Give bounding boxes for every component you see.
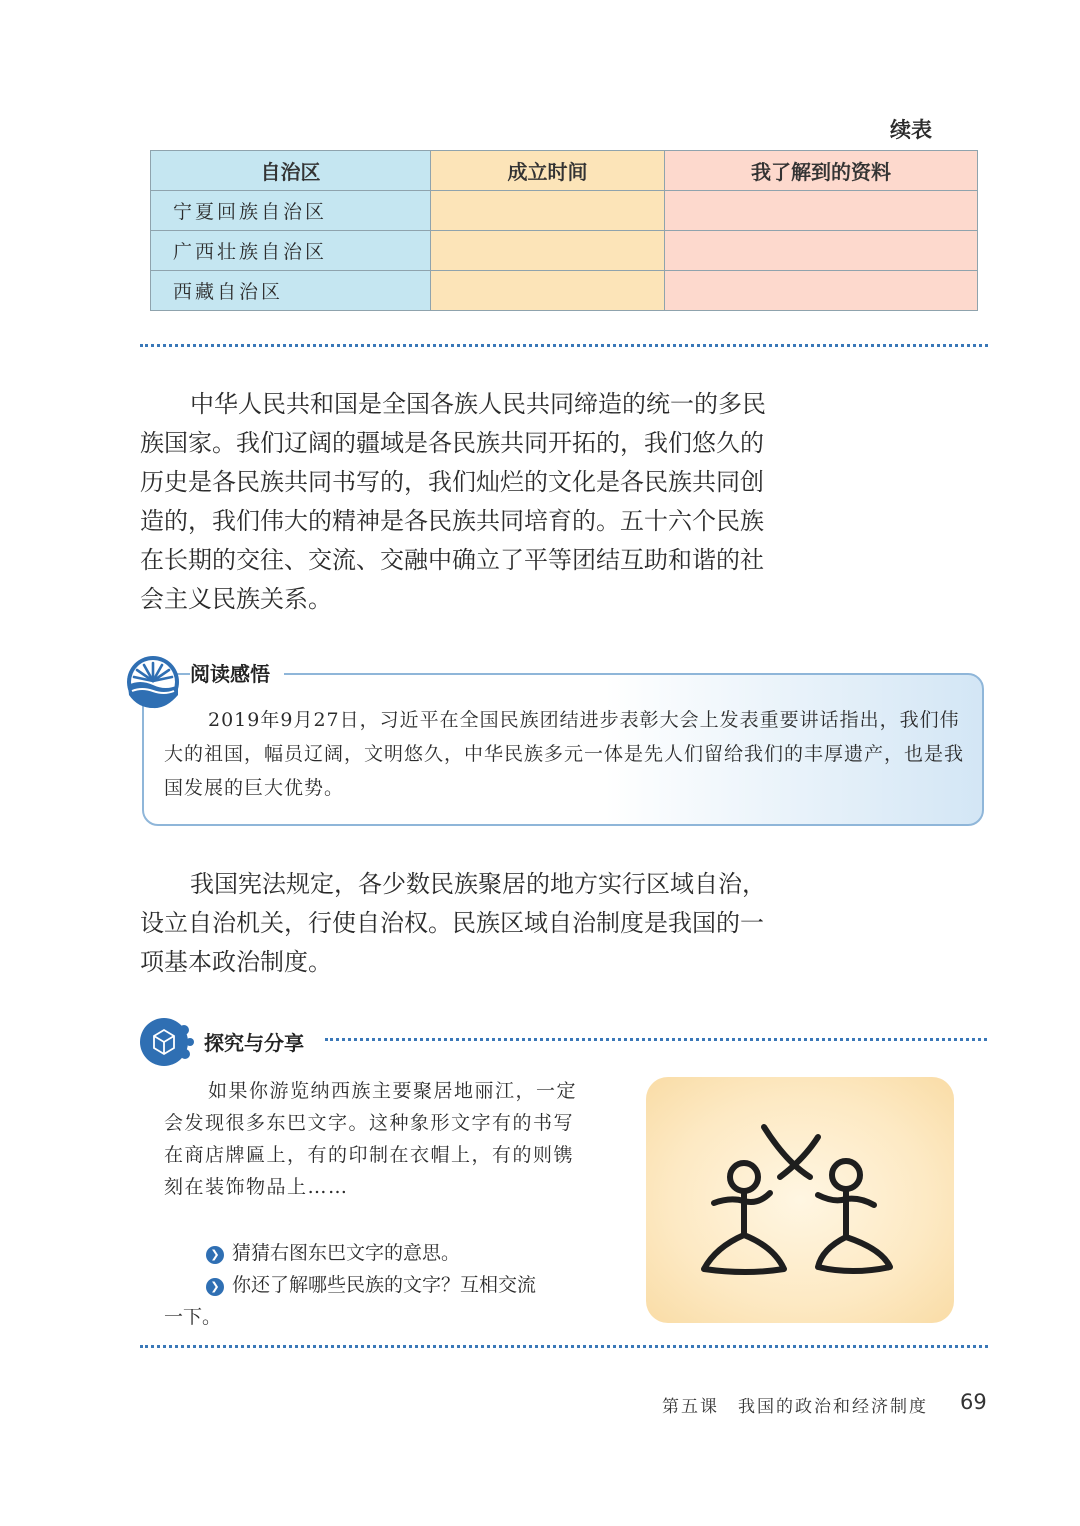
explore-divider	[325, 1038, 987, 1041]
table-cell-info[interactable]	[665, 231, 978, 271]
dongba-glyph-illustration	[646, 1077, 954, 1323]
table-cell-region: 宁夏回族自治区	[151, 191, 431, 231]
section-divider	[140, 1345, 988, 1348]
section-divider	[140, 344, 988, 347]
table-header-row	[151, 151, 978, 191]
table-header-info: 我了解到的资料	[665, 151, 978, 191]
reading-quote: 2019年9月27日，习近平在全国民族团结进步表彰大会上发表重要讲话指出，我们伟大的祖国，幅员辽阔，文明悠久，中华民族多元一体是先人们留给我们的丰厚遗产，也是我国发展的巨大优势。	[164, 709, 965, 799]
table-continued-label: 续表	[890, 118, 932, 142]
table-cell-info[interactable]	[665, 191, 978, 231]
table-row	[151, 231, 978, 271]
table-header-region: 自治区	[151, 151, 431, 191]
question-item	[206, 1270, 536, 1297]
chevron-right-icon: ❯	[206, 1278, 224, 1296]
body-paragraph	[140, 385, 780, 619]
dongba-script-image	[646, 1077, 954, 1323]
table-cell-founded[interactable]	[431, 231, 665, 271]
chevron-right-icon: ❯	[206, 1246, 224, 1264]
table-cell-founded[interactable]	[431, 191, 665, 231]
reading-title: 阅读感悟	[190, 658, 284, 687]
page-number: 69	[960, 1390, 987, 1414]
explore-cube-icon	[140, 1016, 196, 1072]
table-cell-founded[interactable]	[431, 271, 665, 311]
table-cell-region: 西藏自治区	[151, 271, 431, 311]
paragraph-text: 中华人民共和国是全国各族人民共同缔造的统一的多民族国家。我们辽阔的疆域是各民族共同开拓的，我们悠久的历史是各民族共同书写的，我们灿烂的文化是各民族共同创造的，我们伟大的精神是各民族共同培育的。五十六个民族在长期的交往、交流、交融中确立了平等团结互助和谐的社会主义民族关系。	[140, 390, 766, 613]
footer-chapter-title: 第五课 我国的政治和经济制度	[662, 1397, 928, 1417]
table-row	[151, 191, 978, 231]
explore-text	[164, 1075, 592, 1203]
autonomous-region-table	[150, 150, 978, 311]
question-text: 猜猜右图东巴文字的意思。	[232, 1242, 461, 1264]
table-cell-info[interactable]	[665, 271, 978, 311]
explore-description: 如果你游览纳西族主要聚居地丽江，一定会发现很多东巴文字。这种象形文字有的书写在商店牌匾上，有的印制在衣帽上，有的则镌刻在装饰物品上……	[164, 1080, 578, 1198]
table-row	[151, 271, 978, 311]
reading-text	[164, 703, 964, 805]
explore-title: 探究与分享	[204, 1031, 304, 1055]
question-item	[206, 1238, 460, 1265]
table-cell-region: 广西壮族自治区	[151, 231, 431, 271]
question-continuation: 一下。	[164, 1306, 222, 1328]
table-header-founded: 成立时间	[431, 151, 665, 191]
question-text: 你还了解哪些民族的文字？互相交流	[232, 1274, 537, 1296]
paragraph-text: 我国宪法规定，各少数民族聚居的地方实行区域自治，设立自治机关，行使自治权。民族区域自治制度是我国的一项基本政治制度。	[140, 870, 766, 976]
body-paragraph	[140, 865, 780, 982]
